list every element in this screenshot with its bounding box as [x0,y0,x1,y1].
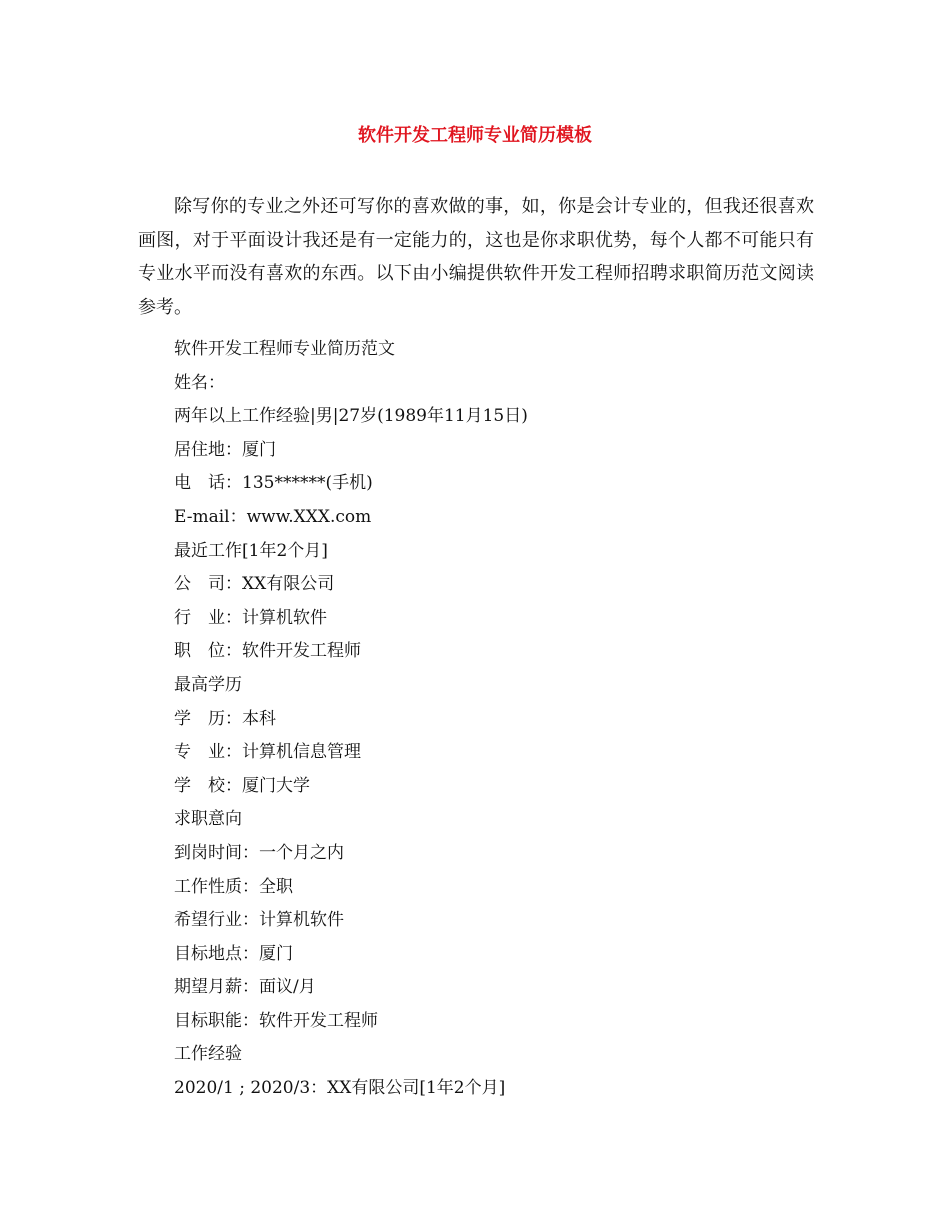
resume-line: 期望月薪：面议/月 [174,977,316,998]
intro-paragraph: 除写你的专业之外还可写你的喜欢做的事，如，你是会计专业的，但我还很喜欢画图，对于平面设计我还是有一定能力的，这也是你求职优势，每个人都不可能只有专业水平而没有喜欢的东西。以下由小编提供软件开发工程师招聘求职简历范文阅读参考。 [138,196,814,318]
resume-line: 2020/1 ; 2020/3：XX有限公司[1年2个月] [174,1078,506,1099]
resume-line: E-mail：www.XXX.com [174,506,372,527]
page-title: 软件开发工程师专业简历模板 [358,125,592,146]
resume-line: 工作性质：全职 [174,876,293,897]
resume-line: 职 位：软件开发工程师 [174,641,361,662]
resume-line: 电 话：135******(手机) [174,473,373,494]
resume-line: 目标职能：软件开发工程师 [174,1010,378,1031]
resume-line: 求职意向 [174,809,242,830]
resume-line: 行 业：计算机软件 [174,607,327,628]
resume-line: 希望行业：计算机软件 [174,910,344,931]
resume-line: 最近工作[1年2个月] [174,540,328,561]
resume-line: 最高学历 [174,674,242,695]
resume-line: 公 司：XX有限公司 [174,574,335,595]
resume-line: 目标地点：厦门 [174,943,293,964]
resume-lines [174,333,814,1106]
resume-line: 两年以上工作经验|男|27岁(1989年11月15日) [174,406,528,427]
resume-line: 工作经验 [174,1044,242,1065]
resume-line: 姓名： [174,372,225,393]
resume-line: 专 业：计算机信息管理 [174,742,361,763]
resume-line: 到岗时间：一个月之内 [174,842,344,863]
resume-line: 软件开发工程师专业简历范文 [174,339,395,359]
resume-line: 学 校：厦门大学 [174,775,310,796]
resume-line: 居住地：厦门 [174,439,276,460]
resume-line: 学 历：本科 [174,708,276,729]
